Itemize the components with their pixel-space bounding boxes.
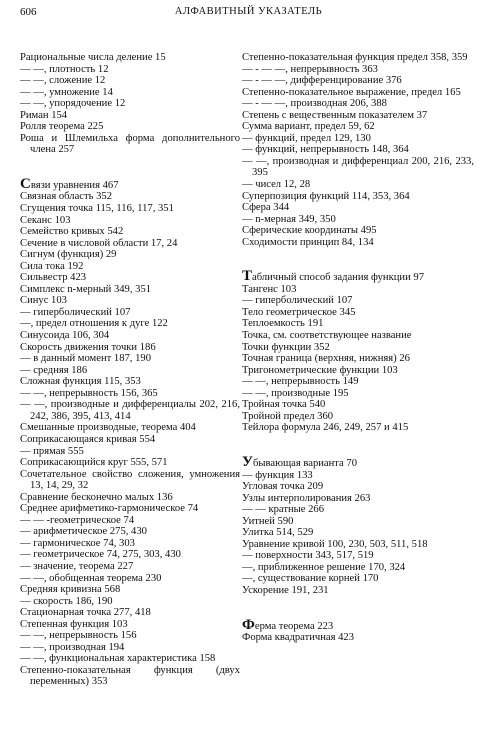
index-entry: Тройной предел 360	[242, 410, 334, 422]
index-entry: Уравнение кривой 100, 230, 503, 511, 518	[242, 538, 428, 550]
page-header	[20, 6, 477, 20]
index-entry: Ферма теорема 223	[242, 616, 334, 633]
index-entry: — — кратные 266	[242, 504, 325, 516]
index-entry: Стационарная точка 277, 418	[20, 607, 151, 619]
index-entry: — - — —, дифференцирование 376	[242, 75, 402, 87]
index-entry: Степенно-показательная функция предел 358, 359	[242, 52, 468, 63]
section-gap	[242, 434, 474, 457]
index-entry: — —, производная 194	[20, 641, 125, 653]
index-entry: Соприкасающийся круг 555, 571	[20, 457, 168, 469]
right-column	[242, 52, 474, 644]
index-entry: — —, производные и дифференциалы 202, 216, 242, 386, 395, 413, 414	[20, 399, 240, 422]
index-entry: — поверхности 343, 517, 519	[242, 550, 374, 562]
left-column	[20, 52, 240, 688]
index-entry: —, приближенное решение 170, 324	[242, 561, 406, 573]
index-entry: Точка, см. соответствующее название	[242, 330, 412, 342]
section-initial-letter: Т	[242, 268, 253, 285]
page-number: 606	[20, 6, 37, 18]
index-entry: Тело геометрическое 345	[242, 306, 356, 318]
index-entry: —, существование корней 170	[242, 573, 379, 585]
section-gap	[20, 156, 240, 179]
index-entry: Ускорение 191, 231	[242, 584, 329, 596]
index-entry: Сгущения точка 115, 116, 117, 351	[20, 203, 174, 215]
index-entry: Сумма вариант, предел 59, 62	[242, 121, 375, 133]
index-entry: Сфера 344	[242, 202, 290, 214]
index-entry: Тройная точка 540	[242, 399, 326, 411]
index-entry: — функций, непрерывность 148, 364	[242, 144, 409, 156]
index-entry: — —, непрерывность 156	[20, 630, 137, 642]
index-entry: Теплоемкость 191	[242, 318, 324, 330]
index-entry: — функций, предел 129, 130	[242, 132, 371, 144]
index-entry: — гиперболический 107	[242, 295, 353, 307]
index-entry: Степенно-показательная функция (двух переменных) 353	[20, 664, 240, 688]
index-entry: Синусоида 106, 304	[20, 330, 110, 342]
index-entry: — —, производные 195	[242, 387, 349, 399]
index-entry: — —, производная и дифференциал 200, 216, 233, 395	[242, 155, 474, 179]
index-entry: Улитка 514, 529	[242, 527, 314, 539]
index-entry: Сферические координаты 495	[242, 225, 377, 237]
index-entry: — геометрическое 74, 275, 303, 430	[20, 549, 181, 561]
index-entry: Симплекс n-мерный 349, 351	[20, 283, 152, 295]
section-gap	[242, 597, 474, 620]
index-entry: Соприкасающаяся кривая 554	[20, 433, 156, 445]
index-entry: Сочетательное свойство сложения, умножения 13, 14, 29, 32	[20, 468, 240, 492]
index-entry: — —, непрерывность 149	[242, 376, 359, 388]
index-entry: Тангенс 103	[242, 283, 297, 295]
index-entry: Секанс 103	[20, 214, 71, 226]
index-entry: Среднее арифметико-гармоническое 74	[20, 503, 199, 515]
index-entry: Сложная функция 115, 353	[20, 376, 141, 388]
index-entry: — средняя 186	[20, 364, 88, 376]
index-entry: Риман 154	[20, 109, 68, 121]
index-entry: — —, обобщенная теорема 230	[20, 572, 162, 584]
index-entry: — — -геометрическое 74	[20, 514, 135, 526]
section-initial-letter: С	[20, 175, 31, 192]
index-entry: Сечение в числовой области 17, 24	[20, 237, 178, 249]
index-entry: Сигнум (функция) 29	[20, 249, 117, 261]
index-entry: — арифметическое 275, 430	[20, 526, 147, 538]
index-entry: — —, функциональная характеристика 158	[20, 653, 216, 665]
section-initial-letter: Ф	[242, 616, 255, 633]
index-entry: — в данный момент 187, 190	[20, 353, 151, 365]
index-entry: Рациональные числа деление 15	[20, 52, 166, 63]
index-entry: — - — —, производная 206, 388	[242, 98, 387, 110]
index-entry: — чисел 12, 28	[242, 179, 311, 191]
section-initial-letter: У	[242, 453, 254, 470]
section-gap	[242, 248, 474, 271]
index-entry: Сила тока 192	[20, 260, 84, 272]
index-entry: — —, упорядочение 12	[20, 98, 126, 110]
index-entry: Суперпозиция функций 114, 353, 364	[242, 190, 410, 202]
index-entry: Сравнение бесконечно малых 136	[20, 491, 173, 503]
page-title: АЛФАВИТНЫЙ УКАЗАТЕЛЬ	[174, 6, 323, 17]
index-entry: Сильвестр 423	[20, 272, 87, 284]
index-entry: Точки функции 352	[242, 341, 330, 353]
index-entry: Узлы интерполирования 263	[242, 492, 371, 504]
index-entry: Роша и Шлемильха формa дополнительного члена 257	[20, 132, 240, 156]
index-entry: — скорость 186, 190	[20, 595, 113, 607]
index-entry: Табличный способ задания функции 97	[242, 268, 425, 285]
index-entry: — значение, теорема 227	[20, 560, 134, 572]
index-entry: Связи уравнения 467	[20, 175, 119, 192]
index-entry: Тейлора формула 246, 249, 257 и 415	[242, 422, 409, 434]
index-entry: Тригонометрические функции 103	[242, 364, 398, 376]
index-entry: — гармоническое 74, 303	[20, 537, 135, 549]
index-entry: — функция 133	[242, 469, 313, 481]
index-entry: Ролля теорема 225	[20, 121, 104, 133]
index-entry: Скорость движения точки 186	[20, 341, 156, 353]
index-entry: — —, сложение 12	[20, 75, 106, 87]
index-entry: Уитней 590	[242, 515, 294, 527]
index-entry: — —, непрерывность 156, 365	[20, 387, 158, 399]
index-entry: Синус 103	[20, 295, 67, 307]
index-entry: Сходимости принцип 84, 134	[242, 236, 374, 248]
index-entry: —, предел отношения к дуге 122	[20, 318, 168, 330]
index-entry: — - — —, непрерывность 363	[242, 63, 378, 75]
index-entry: Форма квадратичная 423	[242, 632, 355, 644]
index-entry: Степень с вещественным показателем 37	[242, 109, 428, 121]
index-entry: Связная область 352	[20, 191, 112, 203]
index-entry: — n-мерная 349, 350	[242, 213, 336, 225]
index-entry: Точная граница (верхняя, нижняя) 26	[242, 353, 410, 365]
index-entry: Степенная функция 103	[20, 618, 128, 630]
index-entry: — гиперболический 107	[20, 306, 131, 318]
index-entry: — —, умножение 14	[20, 86, 113, 98]
index-entry: — —, плотность 12	[20, 63, 109, 75]
index-entry: Угловая точка 209	[242, 481, 324, 493]
index-entry: Средняя кривизна 568	[20, 584, 121, 596]
index-entry: Убывающая варианта 70	[242, 453, 357, 470]
index-entry: — прямая 555	[20, 445, 84, 457]
index-entry: Степенно-показательное выражение, предел 165	[242, 86, 461, 98]
index-entry: Семейство кривых 542	[20, 226, 124, 238]
index-entry: Смешанные производные, теорема 404	[20, 422, 196, 434]
